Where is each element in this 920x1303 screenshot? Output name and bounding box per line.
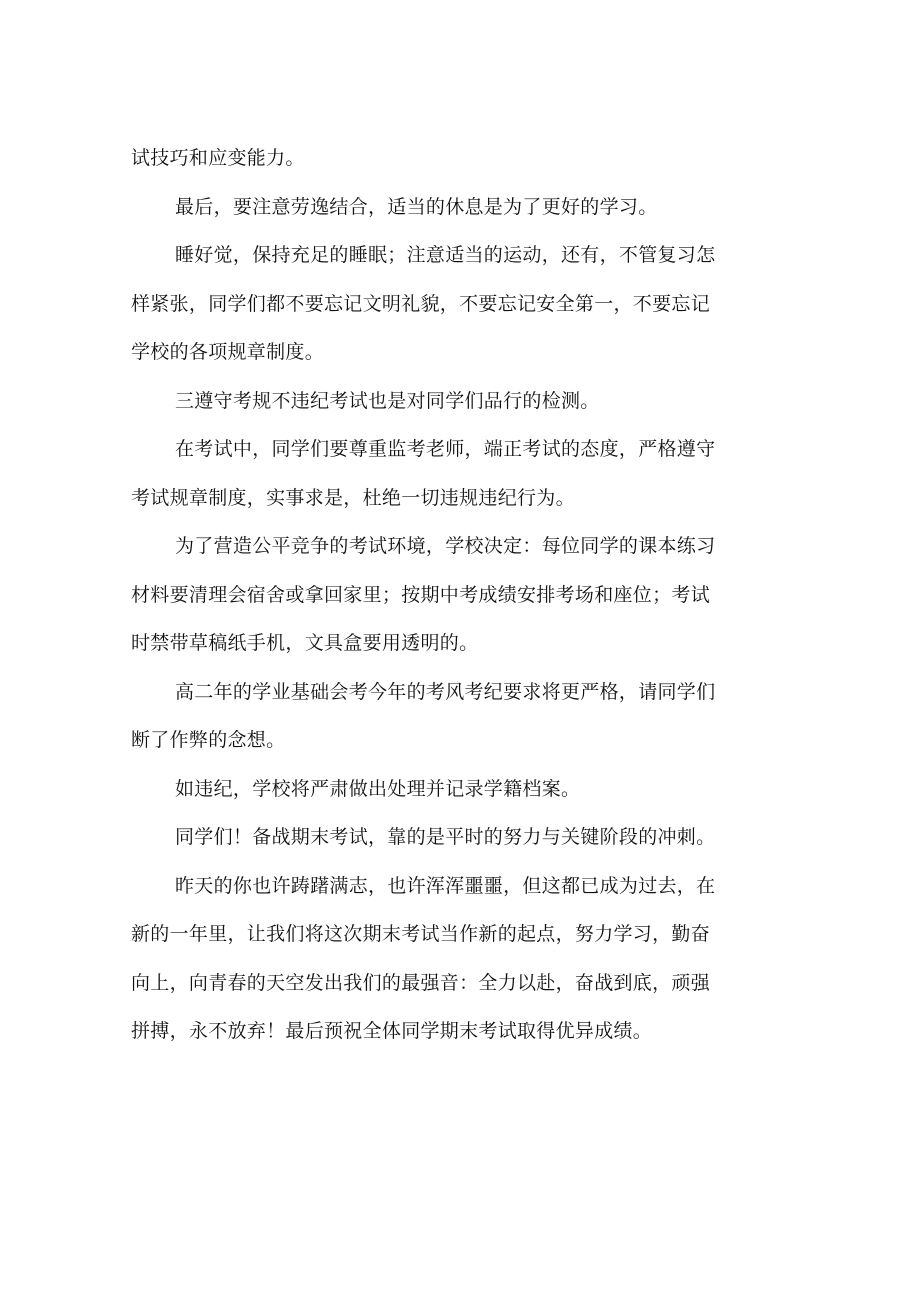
text-line-4: 样紧张，同学们都不要忘记文明礼貌，不要忘记安全第一，不要忘记 — [131, 293, 711, 315]
text-line-5: 学校的各项规章制度。 — [131, 341, 325, 363]
text-line-14: 如违纪，学校将严肃做出处理并记录学籍档案。 — [175, 778, 581, 800]
text-line-17: 新的一年里，让我们将这次期末考试当作新的起点，努力学习，勤奋 — [131, 923, 711, 945]
text-line-3: 睡好觉，保持充足的睡眠；注意适当的运动，还有，不管复习怎 — [175, 244, 716, 266]
text-line-12: 高二年的学业基础会考今年的考风考纪要求将更严格，请同学们 — [175, 681, 716, 703]
text-line-7: 在考试中，同学们要尊重监考老师，端正考试的态度，严格遵守 — [175, 438, 716, 460]
text-line-10: 材料要清理会宿舍或拿回家里；按期中考成绩安排考场和座位；考试 — [131, 584, 711, 606]
text-line-16: 昨天的你也许踌躇满志，也许浑浑噩噩，但这都已成为过去，在 — [175, 875, 716, 897]
text-line-18: 向上，向青春的天空发出我们的最强音：全力以赴，奋战到底，顽强 — [131, 972, 711, 994]
text-line-11: 时禁带草稿纸手机，文具盒要用透明的。 — [131, 632, 479, 654]
text-line-1: 试技巧和应变能力。 — [131, 147, 305, 169]
text-line-13: 断了作弊的念想。 — [131, 729, 286, 751]
text-line-6: 三遵守考规不违纪考试也是对同学们品行的检测。 — [175, 390, 600, 412]
text-line-19: 拼搏，永不放弃！最后预祝全体同学期末考试取得优异成绩。 — [131, 1020, 653, 1042]
text-line-15: 同学们！备战期末考试，靠的是平时的努力与关键阶段的冲刺。 — [175, 826, 716, 848]
text-line-2: 最后，要注意劳逸结合，适当的休息是为了更好的学习。 — [175, 196, 658, 218]
text-line-8: 考试规章制度，实事求是，杜绝一切违规违纪行为。 — [131, 487, 575, 509]
text-line-9: 为了营造公平竞争的考试环境，学校决定：每位同学的课本练习 — [175, 535, 716, 557]
